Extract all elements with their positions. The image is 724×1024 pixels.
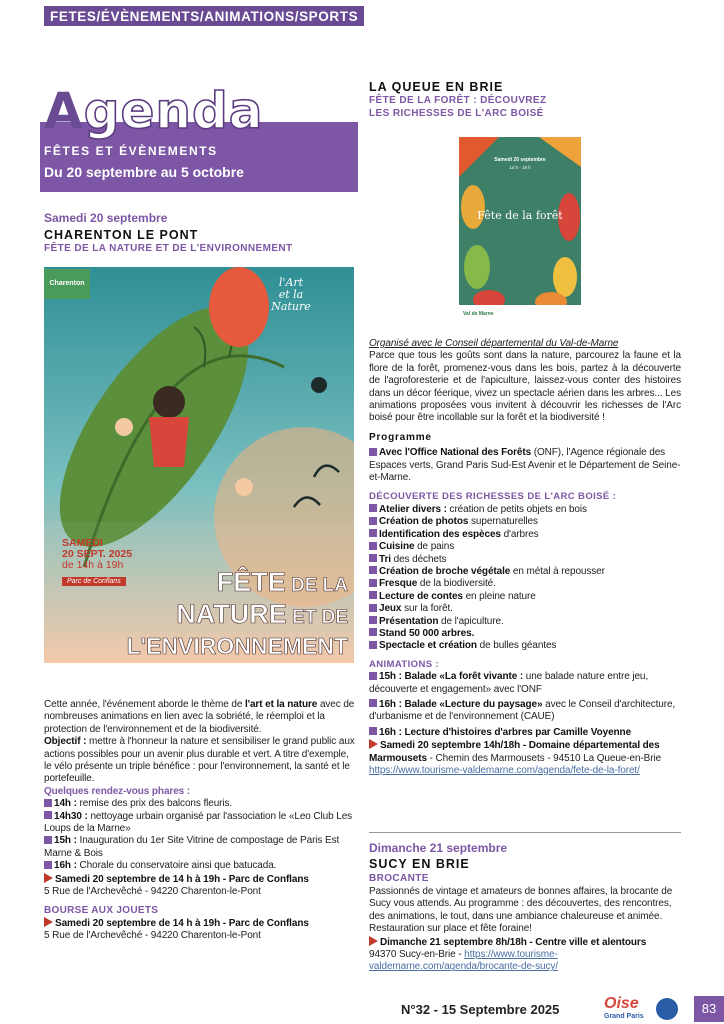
item-bold: Identification des espèces — [379, 528, 501, 540]
rdv-item — [44, 860, 355, 872]
agenda-title-initial: A — [44, 82, 84, 140]
square-bullet-icon — [369, 579, 377, 587]
left-objectif — [44, 736, 355, 786]
programme-title: Programme — [369, 431, 432, 443]
list-item — [369, 529, 681, 541]
square-bullet-icon — [369, 628, 377, 636]
square-bullet-icon — [44, 861, 52, 869]
charenton-logo: Charenton — [44, 269, 90, 299]
oise-logo — [604, 996, 654, 1022]
item-text: de bulles géantes — [476, 640, 557, 652]
list-item — [369, 566, 681, 578]
rdv-item — [44, 835, 355, 860]
sucy-city: SUCY EN BRIE — [369, 857, 470, 871]
intro-text: Cette année, l'événement aborde le thème de — [44, 699, 245, 710]
square-bullet-icon — [369, 591, 377, 599]
decouverte-title: DÉCOUVERTE DES RICHESSES DE L'ARC BOISÉ : — [369, 491, 617, 503]
programme-rest: (ONF), l'Agence régionale des Espaces verts, Grand Paris Sud-Est Avenir et le Département de Seine-et-Marne. — [369, 447, 681, 484]
foret-poster-date: Samedi 20 septembre — [494, 157, 546, 163]
sucy-text: Passionnés de vintage et amateurs de bonnes affaires, la brocante de Sucy vous attends. Au programme : des découvertes, des rencontres, des animations, le tout, dans une ambiance chaleureuse et animée. Restauration sur place et fête foraine! — [369, 886, 673, 935]
poster-title-part: NATURE — [176, 599, 287, 629]
poster-date — [62, 538, 132, 571]
item-bold: Stand 50 000 arbres. — [379, 627, 475, 639]
rdv-title: Quelques rendez-vous phares : — [44, 785, 191, 797]
anim-text: une balade nature entre jeu, découverte et engagement» avec l'ONF — [369, 671, 649, 695]
rdv-item — [44, 798, 355, 810]
agenda-title — [44, 82, 264, 140]
event-when — [44, 873, 355, 886]
issue-info: N°32 - 15 Septembre 2025 — [401, 1002, 560, 1017]
square-bullet-icon — [369, 699, 377, 707]
foret-link[interactable]: https://www.tourisme-valdemarne.com/agenda/fete-de-la-foret/ — [369, 765, 640, 776]
list-item — [369, 504, 681, 516]
when-bold: Samedi 20 septembre 14h/18h - Domaine départemental des Marmousets — [369, 740, 660, 764]
foret-intro: Parce que tous les goûts sont dans la nature, parcourez la faune et la flore de la forêt, promenez-vous dans les bois, partez à la découverte de l'agroforesterie et de l'apiculture, laissez-vous conter des histoires dans un décor féerique, vivez un spectacle aérien dans les arbres... Les animations proposées vous invitent à découvrir les richesses de l'Arc boisé pour être incollable sur la forêt et la biodiversité ! — [369, 350, 681, 424]
when-bold: Dimanche 21 septembre 8h/18h - Centre ville et alentours — [380, 936, 647, 948]
square-bullet-icon — [369, 554, 377, 562]
sucy-link[interactable]: https://www.tourisme-valdemarne.com/agenda/brocante-de-sucy/ — [369, 949, 558, 973]
animations-title: ANIMATIONS : — [369, 658, 440, 670]
poster-title-part: DE LA — [285, 575, 348, 596]
poster-date-line: 20 SEPT. 2025 — [62, 548, 133, 560]
programme-bold: Avec l'Office National des Forêts — [379, 447, 532, 459]
logo-sub: Grand Paris — [604, 1013, 644, 1020]
rdv-time: 14h30 : — [54, 810, 88, 822]
logo-main: Oise — [604, 995, 639, 1012]
sucy-subtitle: BROCANTE — [369, 873, 429, 884]
item-text: des déchets — [390, 553, 447, 565]
section-banner: FETES/ÉVÈNEMENTS/ANIMATIONS/SPORTS — [44, 6, 364, 26]
rdv-item — [44, 811, 355, 836]
organized-by: Organisé avec le Conseil départemental du Val-de-Marne — [369, 338, 619, 349]
programme-text — [369, 447, 681, 484]
play-arrow-icon — [369, 739, 378, 749]
list-item — [369, 628, 681, 640]
agenda-date-range: Du 20 septembre au 5 octobre — [44, 164, 244, 180]
event-subtitle: FÊTE DE LA NATURE ET DE L'ENVIRONNEMENT — [44, 243, 293, 254]
square-bullet-icon — [369, 616, 377, 624]
sucy-when — [369, 936, 681, 949]
subtitle-line: LES RICHESSES DE L'ARC BOISÉ — [369, 107, 544, 119]
square-bullet-icon — [369, 566, 377, 574]
right-event-city: LA QUEUE EN BRIE — [369, 80, 504, 94]
section-divider — [369, 832, 681, 833]
bubble-line: l'Art — [278, 276, 304, 289]
rdv-text: Chorale du conservatoire ainsi que batucada. — [76, 860, 277, 872]
poster-place: Parc de Conflans — [62, 577, 126, 586]
item-bold: Présentation — [379, 615, 439, 627]
list-item — [369, 640, 681, 652]
square-bullet-icon — [44, 799, 52, 807]
play-arrow-icon — [44, 873, 53, 883]
item-text: d'arbres — [500, 528, 539, 540]
list-item — [369, 578, 681, 590]
sucy-date: Dimanche 21 septembre — [369, 841, 508, 855]
animation-item — [369, 727, 681, 739]
valdemarne-logo: Val de Marne — [463, 311, 494, 317]
event-poster-charenton — [44, 267, 354, 663]
square-bullet-icon — [369, 672, 377, 680]
rdv-text: nettoyage urbain organisé par l'association le «Leo Club Les Loups de la Marne» — [44, 810, 353, 835]
item-text: sur la forêt. — [401, 603, 453, 615]
list-item — [369, 591, 681, 603]
square-bullet-icon — [369, 641, 377, 649]
right-event-subtitle — [369, 95, 547, 120]
poster-title-part: L'ENVIRONNEMENT — [126, 633, 348, 659]
item-bold: Tri — [379, 553, 391, 565]
event-poster-foret — [459, 137, 581, 327]
anim-bold: 16h : Lecture d'histoires d'arbres par Camille Voyenne — [379, 726, 632, 738]
bubble-line: Nature — [271, 300, 311, 313]
address-text: 94370 Sucy-en-Brie - — [369, 949, 465, 961]
poster-bubble-text — [261, 269, 321, 331]
list-item — [369, 541, 681, 553]
item-bold: Création de photos — [379, 516, 469, 528]
square-bullet-icon — [369, 448, 377, 456]
poster-title — [58, 568, 348, 661]
intro-text: avec de nombreuses animations en lien avec la sobriété, le réemploi et la protection de l'environnement et de la biodiversité. — [44, 699, 355, 735]
event-address: 5 Rue de l'Archevêché - 94220 Charenton-le-Pont — [44, 886, 261, 898]
decouverte-list — [369, 504, 681, 653]
item-text: création de petits objets en bois — [446, 503, 587, 515]
square-bullet-icon — [44, 811, 52, 819]
item-bold: Atelier divers : — [379, 503, 447, 515]
poster-title-part: FÊTE — [216, 567, 286, 597]
sucy-address — [369, 949, 681, 974]
subtitle-line: FÊTE DE LA FORÊT : DÉCOUVREZ — [369, 95, 547, 106]
bourse-title: BOURSE AUX JOUETS — [44, 904, 159, 916]
square-bullet-icon — [369, 542, 377, 550]
objectif-label: Objectif : — [44, 736, 87, 748]
item-text: en métal à repousser — [510, 565, 605, 577]
square-bullet-icon — [369, 504, 377, 512]
square-bullet-icon — [369, 517, 377, 525]
agenda-kicker: FÊTES ET ÉVÈNEMENTS — [44, 144, 218, 158]
list-item — [369, 554, 681, 566]
intro-bold: l'art et la nature — [244, 699, 318, 710]
agenda-title-rest: genda — [83, 82, 264, 140]
rdv-time: 16h : — [54, 860, 77, 872]
item-bold: Lecture de contes — [379, 590, 463, 602]
animation-item — [369, 671, 681, 696]
when-text: Samedi 20 septembre de 14 h à 19h - Parc de Conflans — [55, 873, 309, 885]
square-bullet-icon — [44, 836, 52, 844]
item-text: supernaturelles — [468, 516, 538, 528]
sucy-body — [369, 886, 681, 974]
item-text: de pains — [414, 541, 455, 553]
item-bold: Fresque — [379, 578, 418, 590]
item-bold: Création de broche végétale — [379, 565, 511, 577]
when-text: Samedi 20 septembre de 14 h à 19h - Parc de Conflans — [55, 917, 309, 929]
right-article-body — [369, 338, 681, 777]
event-address: 5 Rue de l'Archevêché - 94220 Charenton-le-Pont — [44, 930, 261, 942]
rdv-text: remise des prix des balcons fleuris. — [76, 798, 233, 810]
item-bold: Spectacle et création — [379, 640, 477, 652]
poster-date-line: de 14h à 19h — [62, 559, 124, 571]
item-bold: Jeux — [379, 603, 402, 615]
animation-item — [369, 699, 681, 724]
square-bullet-icon — [369, 529, 377, 537]
list-item — [369, 516, 681, 528]
rdv-time: 14h : — [54, 798, 77, 810]
list-item — [369, 603, 681, 615]
anim-text: avec le Conseil d'architecture, d'urbanisme et de l'environnement (CAUE) — [369, 698, 676, 723]
logo-badge-icon — [656, 998, 678, 1020]
item-text: de la biodiversité. — [417, 578, 496, 590]
anim-bold: 15h : Balade «La forêt vivante : — [379, 671, 524, 683]
page-number: 83 — [694, 996, 724, 1022]
objectif-text: mettre à l'honneur la nature et sensibiliser le grand public aux actions possibles pour un avenir plus durable et vert. A titre d'exemple, le vélo présente un triple bénéfice : pour l'environnement, la santé et le portefeuille. — [44, 736, 355, 785]
event-city: CHARENTON LE PONT — [44, 228, 199, 242]
list-item — [369, 616, 681, 628]
event-date: Samedi 20 septembre — [44, 211, 168, 225]
event-when — [369, 739, 681, 765]
play-arrow-icon — [369, 936, 378, 946]
when-text: - Chemin des Marmousets - 94510 La Queue-en-Brie — [426, 752, 662, 764]
event-when — [44, 917, 355, 930]
bubble-line: et la — [278, 288, 304, 301]
square-bullet-icon — [369, 604, 377, 612]
poster-title-part: ET DE — [286, 607, 348, 628]
left-intro — [44, 699, 355, 736]
item-text: de l'apiculture. — [438, 615, 504, 627]
square-bullet-icon — [369, 727, 377, 735]
rdv-time: 15h : — [54, 835, 77, 847]
foret-poster-title: Fête de la forêt — [477, 209, 563, 222]
anim-bold: 16h : Balade «Lecture du paysage» — [379, 698, 543, 710]
item-bold: Cuisine — [379, 541, 415, 553]
foret-poster-time: 14 h - 18 h — [509, 165, 531, 170]
left-article-body — [44, 699, 355, 943]
item-text: en pleine nature — [462, 590, 536, 602]
play-arrow-icon — [44, 917, 53, 927]
poster-date-line: SAMEDI — [62, 537, 103, 549]
rdv-text: Inauguration du 1er Site Vitrine de compostage de Paris Est Marne & Bois — [44, 835, 340, 859]
